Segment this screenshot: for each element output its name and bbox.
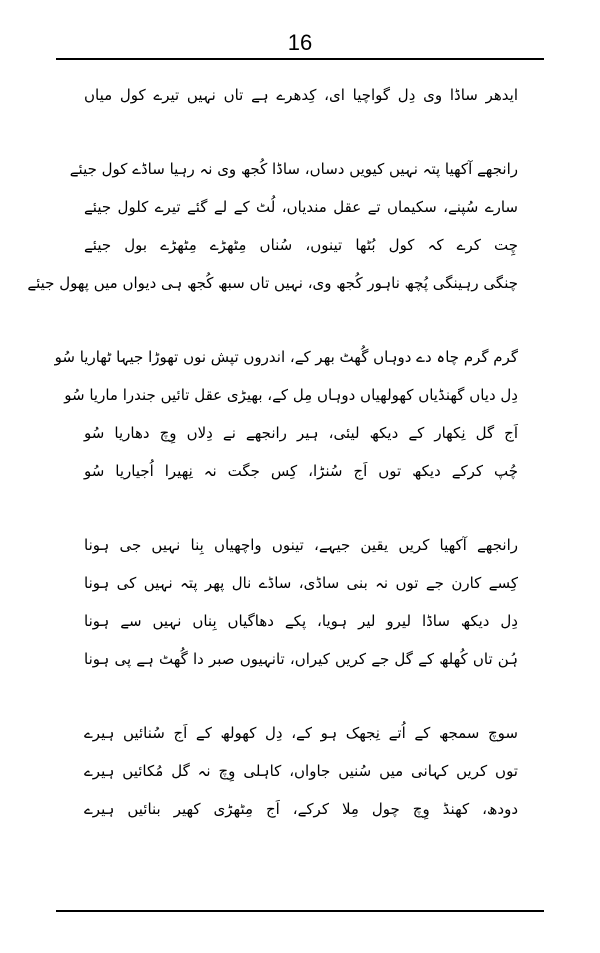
verse-line: دِل دیاں گھنڈیاں کھولھیاں دوہاں مِل کے، بھیڑی عقل تائیں جندرا ماریا سُو [64,386,518,404]
verse-line: چنگی رہینگی پُچھ ناہور کُجھ وی، نہیں تاں سبھ کُجھ ہی دیواں میں پھول جیئے [27,274,518,292]
page-number: 16 [287,30,313,55]
poem-body [27,76,518,828]
verse-line: کِسے کارن جے توں نہ بنی ساڈی، ساڈے نال پھر پتہ نہیں کی ہونا [84,574,518,592]
verse-line: گرم گرم چاہ دے دوہاں گُھٹ بھر کے، اندروں تپش نوں تھوڑا جیہا ٹھاریا سُو [54,348,518,366]
verse-line: سوچ سمجھ کے اُتے نِجھک ہو کے، دِل کھولھ کے اَج سُنائیں ہیرے [84,724,518,742]
verse-line: ہُن تاں کُھلھ کے گل جے کریں کیراں، تانہیوں صبر دا گُھٹ ہے پی ہونا [84,650,518,668]
verse-line: رانجھے آکھیا پتہ نہیں کیویں دساں، ساڈا کُجھ وی نہ رہیا ساڈے کول جیئے [69,160,518,178]
stanza-4 [84,714,518,828]
verse-line: توں کریں کہانی میں سُنیں جاواں، کاہلی وِچ نہ گل مُکائیں ہیرے [84,762,518,780]
bottom-rule [56,910,544,912]
verse-line: چِت کرے کہ کول بُٹھا تینوں، سُناں مِٹھڑے مِٹھڑے بول جیئے [84,236,518,254]
verse-line: رانجھے آکھیا کریں یقین جیہے، تینوں واچھیاں بِنا نہیں جی ہونا [84,536,518,554]
stanza-2 [54,338,518,490]
verse-line: دودھ، کھنڈ وِچ چول مِلا کرکے، اَج مِٹھڑی کھیر بنائیں ہیرے [84,800,518,818]
top-rule [56,58,544,60]
verse-line: سارے سُپنے، سکیماں تے عقل مندیاں، لُٹ کے لے گئے تیرے کلول جیئے [84,198,518,216]
stanza-1 [27,150,518,302]
verse-line: چُپ کرکے دیکھ توں اَج سُنڑا، کِس جگت نہ نِھیرا اُجیاریا سُو [84,462,518,480]
intro-line: ایدھر ساڈا وی دِل گواچیا ای، کِدھرے ہے تاں نہیں تیرے کول میاں [84,86,518,104]
stanza-3 [84,526,518,678]
verse-line: دِل دیکھ ساڈا لیرو لیر ہویا، پکے دھاگیاں بِناں نہیں سے ہونا [84,612,518,630]
verse-line: اَج گل نِکھار کے دیکھ لیئی، ہیر رانجھے نے دِلاں وِچ دھاریا سُو [84,424,518,442]
